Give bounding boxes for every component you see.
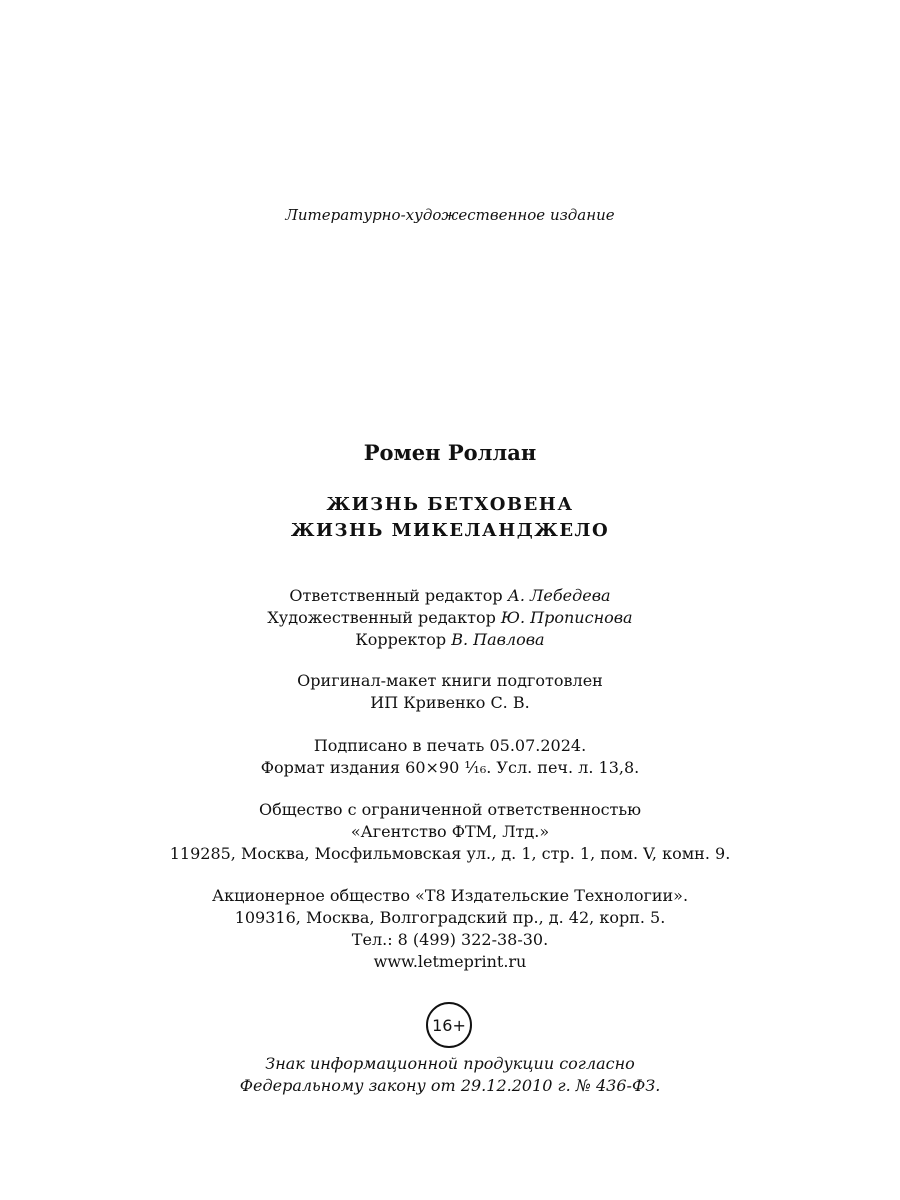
layout-prepared-line: Оригинал-макет книги подготовлен (297, 671, 603, 690)
publisher-address: 119285, Москва, Мосфильмовская ул., д. 1, стр. 1, пом. V, комн. 9. (169, 844, 731, 863)
layout-prepared-line: ИП Кривенко С. В. (370, 693, 530, 712)
publisher-line: Общество с ограниченной ответственностью (258, 800, 642, 819)
publisher-line: «Агентство ФТМ, Лтд.» (350, 822, 550, 841)
editor-line-responsible (0, 586, 900, 606)
editor-name: Ю. Прописнова (500, 608, 633, 627)
printer-line: Акционерное общество «Т8 Издательские Технологии». (211, 886, 689, 905)
printing-info-line: Формат издания 60×90 ¹⁄₁₆. Усл. печ. л. 13,8. (260, 758, 640, 777)
printing-info-line: Подписано в печать 05.07.2024. (313, 736, 587, 755)
editor-role: Корректор (355, 630, 447, 649)
editor-line-corrector (0, 630, 900, 650)
editor-line-art (0, 608, 900, 628)
edition-kind: Литературно-художественное издание (285, 206, 615, 224)
editor-name: А. Лебедева (507, 586, 611, 605)
author-name: Ромен Роллан (363, 440, 537, 465)
editor-role: Ответственный редактор (289, 586, 503, 605)
editor-role: Художественный редактор (267, 608, 496, 627)
book-title-2: ЖИЗНЬ МИКЕЛАНДЖЕЛО (290, 520, 610, 541)
printer-address: 109316, Москва, Волгоградский пр., д. 42, корп. 5. (234, 908, 666, 927)
printer-phone: Тел.: 8 (499) 322-38-30. (351, 930, 549, 949)
editor-name: В. Павлова (451, 630, 545, 649)
age-rating-badge: 16+ (426, 1002, 472, 1048)
printer-website: www.letmeprint.ru (373, 952, 527, 971)
age-notice-line: Знак информационной продукции согласно (265, 1054, 635, 1073)
age-notice-line: Федеральному закону от 29.12.2010 г. № 436-ФЗ. (239, 1076, 661, 1095)
book-title-1: ЖИЗНЬ БЕТХОВЕНА (326, 494, 574, 515)
